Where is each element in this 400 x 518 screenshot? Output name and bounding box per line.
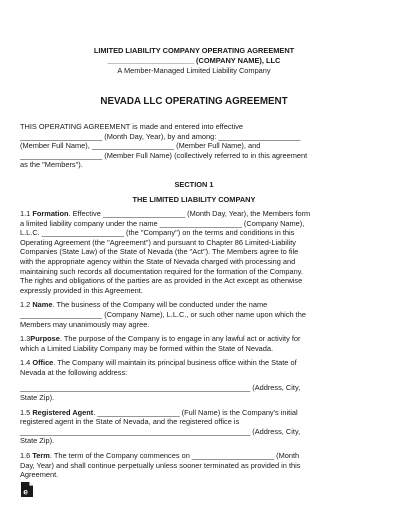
intro-line: ____________________ (Member Full Name) (collectively referred to in this agreement (20, 150, 308, 160)
clause-line: maintaining such records all documentation required for the formation of the Company. (20, 266, 303, 276)
clause-purpose (20, 334, 368, 353)
clause-line: . The Company will maintain its principal business office within the State of (53, 358, 297, 368)
document-subtitle: A Member-Managed Limited Liability Company (117, 66, 271, 75)
clause-heading: Formation (32, 208, 69, 218)
clause-first-line (20, 300, 368, 310)
clause-line: The rights and obligations of the parties are as provided in the Act except as otherwise (20, 276, 303, 286)
clause-line: Operating Agreement (the "Agreement") and pursuant to Chapter 86 Limited-Liability (20, 237, 296, 247)
clause-heading: Purpose (30, 334, 60, 344)
clause-number: 1.3 (20, 334, 31, 344)
clause-line: . Effective ____________________ (Month Day, Year), the Members form (68, 208, 311, 218)
clause-first-line (20, 209, 368, 219)
clause-line: Day, Year) and shall continue perpetually unless sooner terminated as provided in this (20, 460, 301, 470)
clause-formation (20, 209, 368, 295)
clause-first-line (20, 408, 368, 418)
intro-paragraph (20, 122, 368, 170)
eforms-logo-icon (20, 481, 34, 498)
clause-first-line (20, 334, 368, 344)
clause-heading: Registered Agent (32, 407, 94, 417)
clause-line: ________________________________________________________ (Address, City, (20, 426, 301, 436)
clause-line: . The term of the Company commences on ____________________ (Month (49, 451, 300, 461)
clause-first-line (20, 358, 368, 368)
clause-line: State Zip). (20, 393, 55, 403)
clause-line: ________________________________________________________ (Address, City, (20, 383, 301, 393)
clause-line: Companies (State Law) of the State of Nevada (the "Act"). The Members agree to file (20, 247, 299, 257)
intro-line: (Member Full Name), ____________________ (Member Full Name), and (20, 141, 261, 151)
document-header-title: LIMITED LIABILITY COMPANY OPERATING AGREEMENT (93, 46, 295, 55)
intro-line: THIS OPERATING AGREEMENT is made and entered into effective (20, 122, 244, 131)
clause-line: a limited liability company under the name ____________________ (Company Name), (20, 218, 305, 228)
section-number: SECTION 1 (174, 179, 214, 189)
clause-office (20, 358, 368, 402)
page-title: NEVADA LLC OPERATING AGREEMENT (100, 96, 288, 107)
clause-line: with the appropriate agency within the State of Nevada charged with processing and (20, 256, 296, 266)
company-name-line: _____________________ (COMPANY NAME), LLC (107, 56, 281, 65)
clause-number: 1.4 (20, 358, 31, 368)
clause-line: expressly provided in this Agreement. (20, 285, 143, 295)
clause-line: L.L.C. ____________________ (the "Company") on the terms and conditions in this (20, 228, 295, 238)
clause-line: Agreement. (20, 470, 59, 480)
clause-number: 1.6 (20, 451, 31, 461)
intro-line: ____________________ (Month Day, Year), by and among: ____________________ (20, 131, 301, 141)
clause-line: . ____________________ (Full Name) is the Company's initial (93, 407, 298, 417)
clause-line: registered agent in the State of Nevada, and the registered office is (20, 417, 240, 427)
clause-term (20, 451, 368, 480)
clause-heading: Name (32, 300, 53, 310)
clause-number: 1.2 (20, 300, 31, 310)
intro-line: as the "Members"). (20, 160, 83, 170)
clause-heading: Office (32, 358, 54, 368)
clause-line: Members may unanimously may agree. (20, 319, 150, 329)
clause-line: . The business of the Company will be conducted under the name (52, 300, 268, 310)
clause-line: Nevada at the following address: (20, 367, 128, 377)
clause-number: 1.5 (20, 407, 31, 417)
clause-number: 1.1 (20, 208, 31, 218)
clause-registered-agent (20, 408, 368, 446)
clause-line: . The purpose of the Company is to engage in any lawful act or activity for (59, 334, 301, 344)
section-heading: THE LIMITED LIABILITY COMPANY (132, 194, 256, 204)
clause-heading: Term (32, 451, 50, 461)
clause-name (20, 300, 368, 329)
svg-text:e: e (23, 486, 28, 497)
clause-line: ____________________ (Company Name), L.L.C., or such other name upon which the (20, 309, 306, 319)
clause-line: State Zip). (20, 436, 55, 446)
clause-line: which a Limited Liability Company may be formed within the State of Nevada. (20, 343, 274, 353)
clause-first-line (20, 451, 368, 461)
